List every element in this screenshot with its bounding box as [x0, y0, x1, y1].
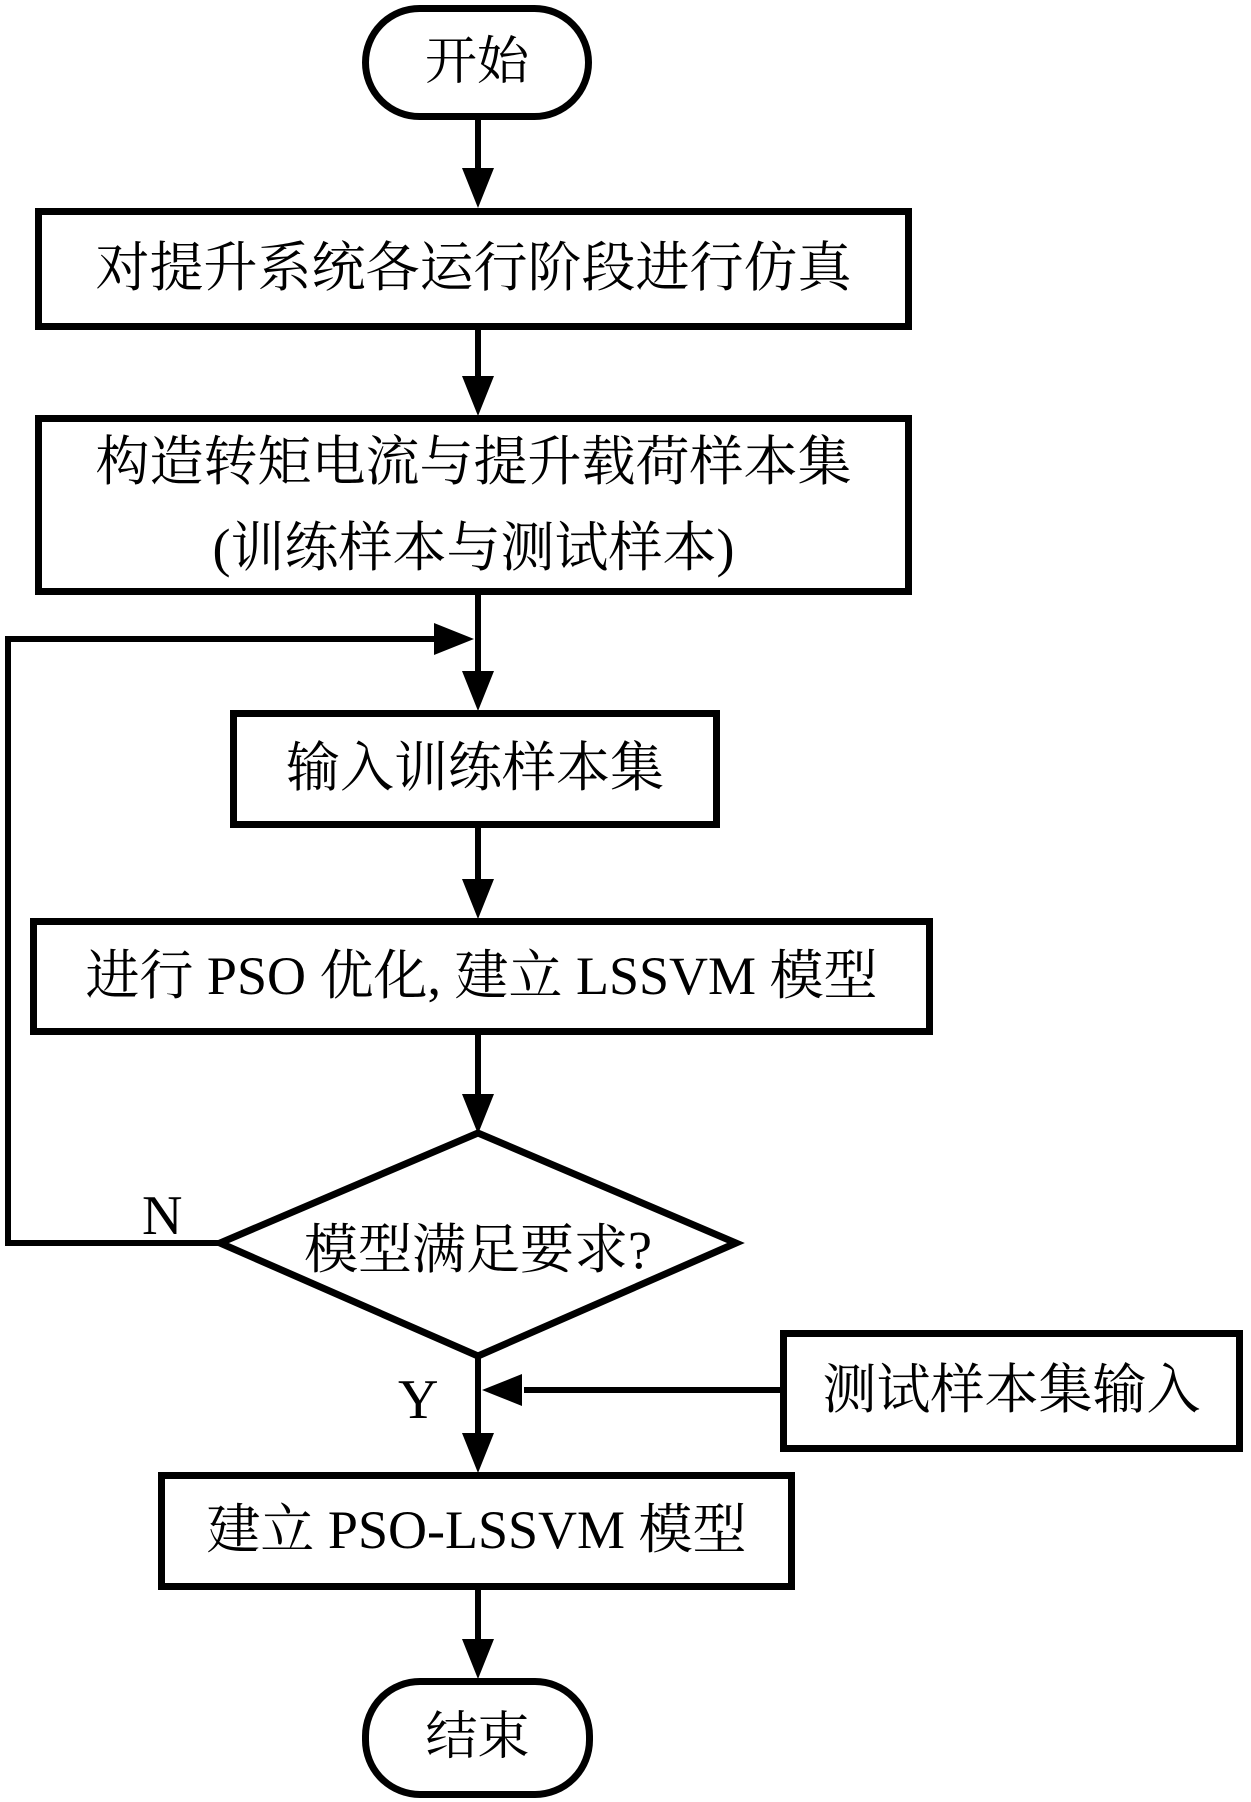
end-terminator	[362, 1678, 593, 1798]
start-label: 开始	[424, 33, 529, 91]
end-label: 结束	[425, 1709, 530, 1767]
process-simulate	[35, 208, 912, 330]
process-input-training	[230, 710, 720, 828]
process-build-samples	[35, 415, 912, 595]
decision-label: 模型满足要求?	[304, 1219, 652, 1280]
process-build-samples-line1: 构造转矩电流与提升载荷样本集	[95, 432, 852, 492]
arrowhead-build-model-to-end	[462, 1639, 494, 1679]
arrowhead-build-samples-to-input-training	[462, 671, 494, 711]
process-build-samples-text	[96, 419, 852, 591]
process-test-input	[780, 1330, 1243, 1452]
arrowhead-decision-yes-to-build-model	[462, 1433, 494, 1473]
arrowhead-input-training-to-pso	[462, 879, 494, 919]
arrowhead-start-to-simulate	[462, 168, 494, 208]
process-build-model-label: 建立 PSO-LSSVM 模型	[206, 1500, 747, 1561]
process-simulate-label: 对提升系统各运行阶段进行仿真	[95, 238, 852, 299]
process-test-input-label: 测试样本集输入	[822, 1360, 1201, 1421]
process-build-samples-line2: (训练样本与测试样本)	[212, 518, 735, 578]
process-input-training-label: 输入训练样本集	[286, 738, 664, 799]
arrowhead-test-input-to-yes-line	[482, 1374, 522, 1406]
decision-label-container	[258, 1212, 698, 1278]
arrowhead-pso-to-decision	[462, 1094, 494, 1134]
branch-label-no: N	[142, 1185, 183, 1247]
start-terminator	[362, 5, 592, 120]
process-pso-optimize-label: 进行 PSO 优化, 建立 LSSVM 模型	[85, 945, 878, 1006]
branch-label-yes: Y	[398, 1369, 439, 1431]
process-pso-optimize	[30, 918, 933, 1035]
arrowhead-simulate-to-build-samples	[462, 376, 494, 416]
process-build-model	[158, 1472, 795, 1590]
arrowhead-loopback-into-junction	[434, 623, 474, 655]
